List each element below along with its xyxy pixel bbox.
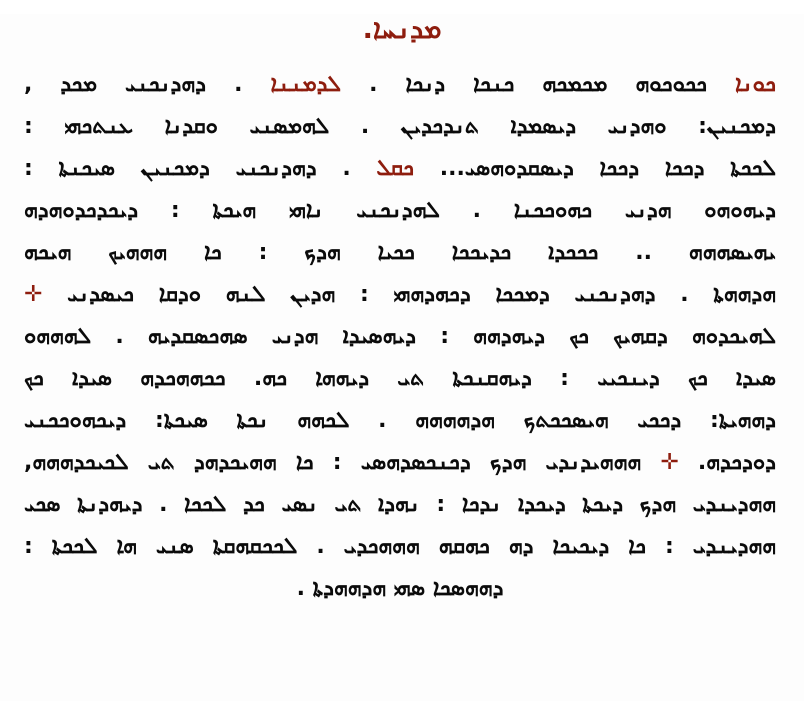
body-text: ܟܟܘܟܘܗ ܡܟܡܟܗ ܟܢܟܐ ܕܢܟܐ .	[341, 72, 736, 97]
body-text: ܕܘܕܟܕܗ.	[678, 450, 776, 475]
text-line	[24, 568, 776, 610]
text-line	[24, 442, 776, 484]
body-text: . ܕܗܕܢܟܢܝ ܕܡܟܢܝܢ ܣܝܟܢܬܐ :	[24, 156, 377, 181]
text-line	[24, 64, 776, 106]
rubric-text: ܟܘܢܐ	[735, 72, 776, 97]
text-line	[24, 400, 776, 442]
text-line	[24, 190, 776, 232]
document-body	[0, 64, 804, 610]
text-line	[24, 316, 776, 358]
text-line	[24, 148, 776, 190]
body-text: ܗܗܕܝܢܕܝ : ܟܐ ܕܝܟܝܟܐ ܕܗ ܟܗܩܗ ܗܗܗܟܕܝ . ܠܟܟܩܗܩܬܐ ܣܢܝ ܗܐ ܠܟܟܬܐ :	[24, 534, 776, 559]
body-text: ܗܗܕܝܢܕܝ ܗܕܟ ܕܝܟܬܐ ܕܝܟܕܐ ܢܕܟܐ : ܢܗܕܐ ܬܝ ܢܣܝ ܟܕ ܠܟܟܐ . ܕܝܗܕܢܬܐ ܣܟܝ	[24, 492, 776, 517]
text-line	[24, 526, 776, 568]
text-line	[24, 358, 776, 400]
body-text: ܣܝܕܐ ܟܟ ܕܝܢܟܝܝ : ܕܝܗܩܢܟܬܐ ܬܝ ܕܝܗܗܐ ܟܗ. ܟܟܗܗܟܕܗ ܣܝܕܐ ܟܟ	[24, 366, 776, 391]
page-title: ܡܕܢܚܐ.	[362, 14, 442, 45]
text-line	[24, 106, 776, 148]
body-text: ܝܗܝܣܗܗܗ .. ܟܟܟܕܐ ܟܕܝܟܟܐ ܟܟܝܐ ܗܕܟ : ܟܐ ܗܗܗܝܟ ܗܝܟܗ	[24, 240, 776, 265]
text-line	[24, 274, 776, 316]
body-text: ܕܗܗܝܬܐ: ܕܟܟܝ ܗܝܣܟܟܬܟ ܗܕܗܗܗܗ . ܠܟܗܗ ܢܟܬܐ ܣܝܟܬܐ: ܕܝܟܗܘܟܟܢܝ	[24, 408, 776, 433]
body-text: ܕܗܗܣܟܐ ܣܗܝ ܗܕܗܗܕܬܐ .	[296, 576, 504, 601]
rubric-text: ܠܕܡܢܢܐ	[270, 72, 342, 97]
text-line	[24, 484, 776, 526]
rubric-text: ܟܩܠ	[376, 156, 414, 181]
body-text: ܗܕܗܗܬܐ . ܕܗܕܢܟܢܝ ܕܡܟܟܐ ܕܟܗܕܗܗܝ : ܗܕܝܢ ܠܢܗ ܘܕܩܐ ܟܝܣܕܢܝ	[42, 282, 776, 307]
body-text: ܠܟܟܬܐ ܕܟܟܐ ܕܟܟܐ ܕܝܣܩܕܘܗܣܝ...	[414, 156, 776, 181]
body-text: ܗܗܗܝܕܢܕܝ ܗܕܟ ܕܟܢܟܣܕܗܣܝ : ܟܐ ܗܗܝܟܕܗܕ ܬܝ ܠܟܝܟܕܗܗܗ,	[24, 450, 661, 475]
body-text: . ܕܗܕܢܟܢܝ ܡܟܕ ,	[24, 72, 271, 97]
cross-icon: ✛	[660, 450, 679, 475]
text-line	[24, 232, 776, 274]
cross-icon: ✛	[24, 282, 43, 307]
body-text: ܕܝܗܘܗܘ ܗܕܢܝ ܟܗܘܟܟܢܐ . ܠܗܕܢܟܢܝ ܢܐܗܝ ܗܝܟܬܐ : ܕܝܟܕܟܕܘܗܕܗ	[24, 198, 776, 223]
document-page	[0, 14, 804, 701]
body-text: ܕܡܟܢܝܢ: ܘܗܕܢܝ ܕܝܣܡܕܐ ܬܢܕܟܕܝܢ . ܠܗܡܣܢܝ ܘܩܕܢܐ ܥܢܬܟܗܝ :	[24, 114, 776, 139]
body-text: ܠܗܝܟܕܘܗ ܕܩܗܝܟ ܟܟ ܕܝܗܕܗܗ : ܕܝܗܣܝܕܐ ܗܕܢܝ ܣܗܟܣܩܕܝܗ . ܠܗܗܗܘ	[24, 324, 776, 349]
